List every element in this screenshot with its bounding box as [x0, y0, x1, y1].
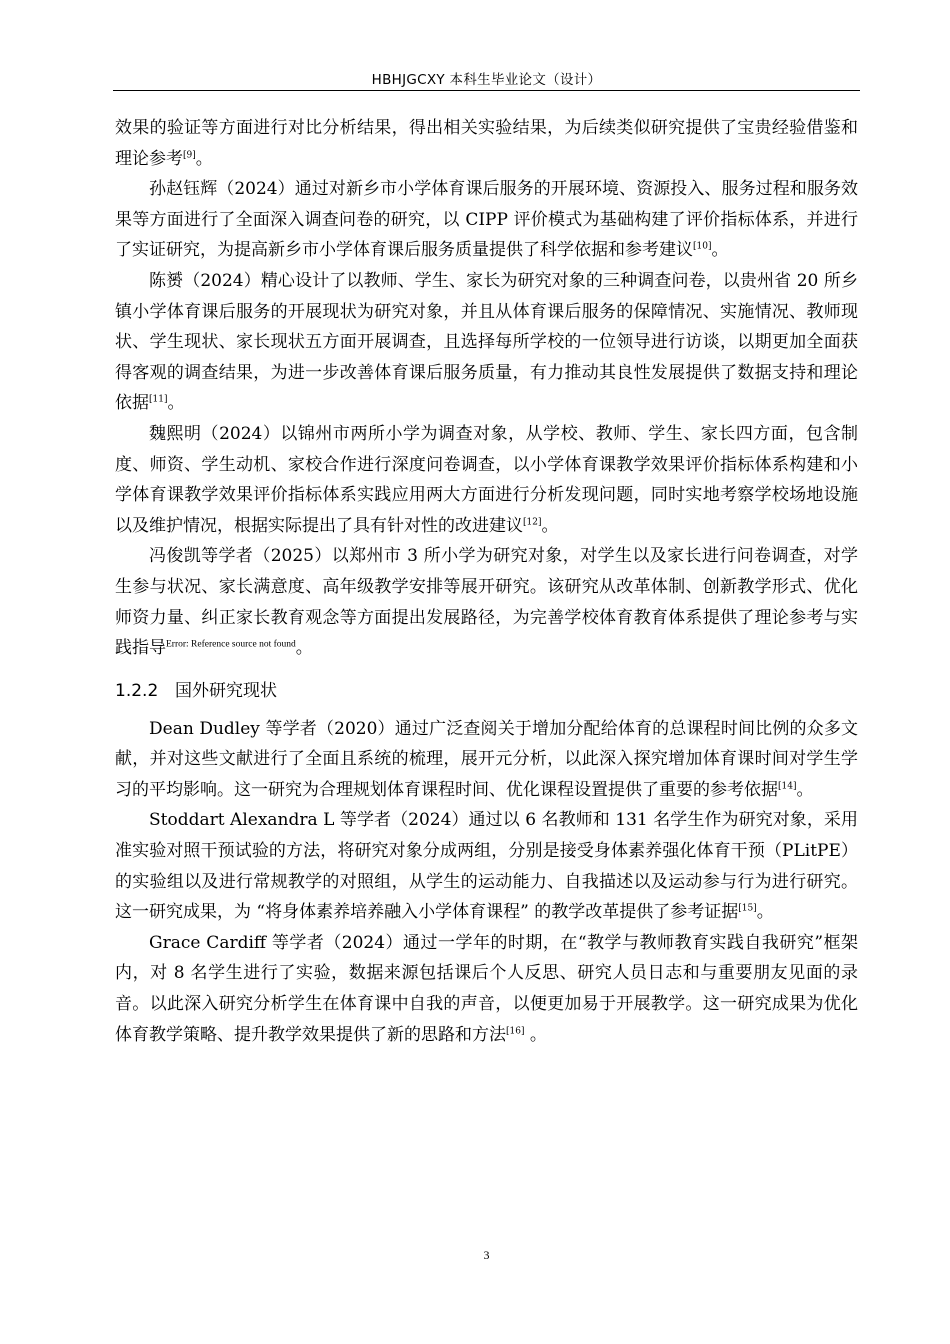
main-text — [115, 113, 858, 1050]
citation-error: Error: Reference source not found — [166, 639, 296, 650]
header-rule — [113, 90, 860, 91]
section-heading — [115, 676, 858, 706]
punctuation: 。 — [524, 1024, 547, 1045]
page-number: 3 — [483, 1248, 490, 1262]
section-number: 1.2.2 — [115, 680, 159, 701]
paragraph-cardiff — [115, 928, 858, 1050]
citation-ref: [16] — [506, 1025, 525, 1036]
running-header: HBHJGCXY 本科生毕业论文（设计） — [371, 72, 602, 88]
paragraph-feng — [115, 541, 858, 663]
punctuation: 。 — [796, 779, 814, 800]
paragraph-text: Dean Dudley 等学者（2020）通过广泛查阅关于增加分配给体育的总课程时间比例的众多文献，并对这些文献进行了全面且系统的梳理，展开元分析，以此深入探究增加体育课时间对学生学习的平均影响。这一研究为合理规划体育课程时间、优化课程设置提供了重要的参考依据 — [115, 718, 858, 800]
paragraph-continued — [115, 113, 858, 174]
punctuation: 。 — [167, 393, 185, 414]
paragraph-text: 孙赵钰辉（2024）通过对新乡市小学体育课后服务的开展环境、资源投入、服务过程和服务效果等方面进行了全面深入调查问卷的研究，以 CIPP 评价模式为基础构建了评价指标体系，并进行了实证研究，为提高新乡市小学体育课后服务质量提供了科学依据和参考建议 — [115, 179, 858, 261]
punctuation: 。 — [295, 638, 313, 659]
paragraph-chen — [115, 266, 858, 419]
section-title: 国外研究现状 — [175, 680, 277, 701]
paragraph-text: Grace Cardiff 等学者（2024）通过一学年的时期，在“教学与教师教育实践自我研究”框架内，对 8 名学生进行了实验，数据来源包括课后个人反思、研究人员日志和与重要朋友见面的录音。以此深入研究分析学生在体育课中自我的声音，以便更加易于开展教学。这一研究成果为优化体育教学策略、提升教学效果提供了新的思路和方法 — [115, 932, 858, 1045]
paragraph-dudley — [115, 714, 858, 806]
paragraph-text: 效果的验证等方面进行对比分析结果，得出相关实验结果，为后续类似研究提供了宝贵经验借鉴和理论参考 — [115, 118, 858, 169]
citation-ref: [14] — [778, 781, 797, 792]
paragraph-wei — [115, 419, 858, 541]
citation-ref: [9] — [183, 149, 196, 160]
citation-ref: [12] — [523, 517, 542, 528]
paragraph-stoddart — [115, 805, 858, 927]
citation-ref: [10] — [693, 241, 712, 252]
punctuation: 。 — [756, 902, 774, 923]
paragraph-text: 冯俊凯等学者（2025）以郑州市 3 所小学为研究对象，对学生以及家长进行问卷调查，对学生参与状况、家长满意度、高年级教学安排等展开研究。该研究从改革体制、创新教学形式、优化师资力量、纠正家长教育观念等方面提出发展路径，为完善学校体育教育体系提供了理论参考与实践指导 — [115, 546, 858, 659]
punctuation: 。 — [541, 515, 559, 536]
citation-ref: [15] — [738, 903, 757, 914]
citation-ref: [11] — [149, 394, 168, 405]
paragraph-text: 魏熙明（2024）以锦州市两所小学为调查对象，从学校、教师、学生、家长四方面，包含制度、师资、学生动机、家校合作进行深度问卷调查，以小学体育课教学效果评价指标体系构建和小学体育课教学效果评价指标体系实践应用两大方面进行分析发现问题，同时实地考察学校场地设施以及维护情况，根据实际提出了具有针对性的改进建议 — [115, 423, 858, 536]
paragraph-text: 陈赟（2024）精心设计了以教师、学生、家长为研究对象的三种调查问卷，以贵州省 20 所乡镇小学体育课后服务的开展现状为研究对象，并且从体育课后服务的保障情况、实施情况、教师现状、学生现状、家长现状五方面开展调查，且选择每所学校的一位领导进行访谈，以期更加全面获得客观的调查结果，为进一步改善体育课后服务质量，有力推动其良性发展提供了数据支持和理论依据 — [115, 270, 858, 414]
punctuation: 。 — [195, 148, 213, 169]
punctuation: 。 — [711, 240, 729, 261]
paragraph-sun — [115, 174, 858, 266]
paragraph-text: Stoddart Alexandra L 等学者（2024）通过以 6 名教师和 131 名学生作为研究对象，采用准实验对照干预试验的方法，将研究对象分成两组，分别是接受身体素养强化体育干预（PLitPE）的实验组以及进行常规教学的对照组，从学生的运动能力、自我描述以及运动参与行为进行研究。这一研究成果，为 “将身体素养培养融入小学体育课程” 的教学改革提供了参考证据 — [115, 810, 858, 923]
